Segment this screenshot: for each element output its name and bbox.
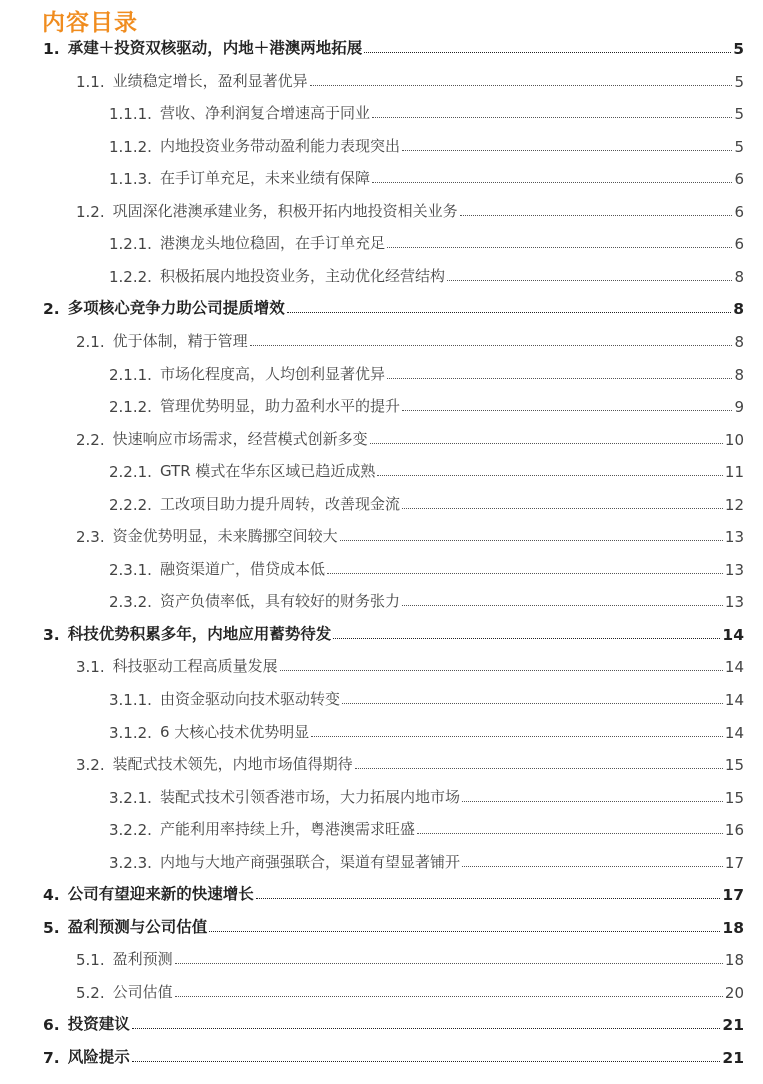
toc-entry-title: 内地投资业务带动盈利能力表现突出 [159, 137, 400, 155]
toc-entry-title: 科技驱动工程高质量发展 [112, 657, 278, 675]
toc-entry-title: 盈利预测与公司估值 [67, 918, 208, 936]
toc-entry-2-1-1[interactable] [109, 360, 744, 384]
dot-leader [327, 573, 723, 574]
toc-entry-3[interactable] [43, 620, 744, 644]
toc-entry-5-2[interactable] [76, 978, 744, 1002]
toc-entry-number: 3.2.2. [109, 821, 152, 839]
toc-entry-2-2-2[interactable] [109, 490, 744, 514]
toc-entry-page-number: 6 [734, 203, 744, 221]
dot-leader [175, 996, 723, 997]
dot-leader [402, 508, 723, 509]
toc-entry-2-2[interactable] [76, 425, 744, 449]
toc-entry-1-1-1[interactable] [109, 99, 744, 123]
toc-entry-title: 风险提示 [67, 1048, 130, 1066]
toc-entry-page-number: 5 [733, 40, 744, 58]
toc-entry-page-number: 20 [724, 984, 744, 1002]
toc-entry-page-number: 18 [724, 951, 744, 969]
toc-entry-number: 6. [43, 1016, 60, 1034]
toc-entry-number: 2.3. [76, 528, 105, 546]
toc-entry-2-1-2[interactable] [109, 392, 744, 416]
toc-entry-number: 1. [43, 40, 60, 58]
toc-entry-1-1-2[interactable] [109, 132, 744, 156]
toc-entry-number: 5. [43, 919, 60, 937]
toc-entry-1-1[interactable] [76, 67, 744, 91]
toc-entry-title: 投资建议 [67, 1015, 130, 1033]
toc-entry-2-3[interactable] [76, 522, 744, 546]
dot-leader [310, 85, 733, 86]
toc-entry-title: 积极拓展内地投资业务，主动优化经营结构 [159, 267, 445, 285]
toc-entry-number: 2.1.1. [109, 366, 152, 384]
toc-entry-number: 7. [43, 1049, 60, 1067]
toc-entry-page-number: 8 [734, 366, 744, 384]
toc-entry-page-number: 8 [733, 300, 744, 318]
toc-entry-title: 装配式技术引领香港市场，大力拓展内地市场 [159, 788, 460, 806]
toc-entry-page-number: 13 [724, 528, 744, 546]
toc-entry-title: 内地与大地产商强强联合，渠道有望显著铺开 [159, 853, 460, 871]
toc-entry-number: 1.1.2. [109, 138, 152, 156]
toc-entry-title: 公司估值 [112, 983, 173, 1001]
toc-entry-number: 5.2. [76, 984, 105, 1002]
dot-leader [402, 150, 733, 151]
dot-leader [340, 540, 723, 541]
toc-entry-title: 资金优势明显，未来腾挪空间较大 [112, 527, 338, 545]
toc-entry-title: 多项核心竞争力助公司提质增效 [67, 299, 285, 317]
dot-leader [402, 410, 733, 411]
dot-leader [132, 1061, 721, 1062]
toc-entry-page-number: 17 [722, 886, 744, 904]
toc-entry-number: 1.2.1. [109, 235, 152, 253]
dot-leader [462, 801, 723, 802]
toc-entry-page-number: 11 [724, 463, 744, 481]
toc-entry-page-number: 18 [722, 919, 744, 937]
toc-entry-page-number: 10 [724, 431, 744, 449]
toc-entry-title: 优于体制，精于管理 [112, 332, 248, 350]
toc-entry-title: 快速响应市场需求，经营模式创新多变 [112, 430, 368, 448]
toc-entry-3-1[interactable] [76, 652, 744, 676]
toc-entry-6[interactable] [43, 1010, 744, 1034]
toc-entry-5[interactable] [43, 913, 744, 937]
toc-entry-number: 1.1. [76, 73, 105, 91]
toc-entry-number: 2.1.2. [109, 398, 152, 416]
toc-entry-page-number: 12 [724, 496, 744, 514]
dot-leader [372, 117, 733, 118]
toc-entry-number: 2. [43, 300, 60, 318]
toc-entry-page-number: 21 [722, 1016, 744, 1034]
toc-entry-number: 3.1.1. [109, 691, 152, 709]
toc-entry-page-number: 14 [724, 691, 744, 709]
toc-entry-5-1[interactable] [76, 945, 744, 969]
toc-entry-title: 融资渠道广，借贷成本低 [159, 560, 325, 578]
dot-leader [364, 52, 731, 53]
toc-entry-number: 2.3.2. [109, 593, 152, 611]
dot-leader [417, 833, 723, 834]
toc-entry-number: 3.1.2. [109, 724, 152, 742]
toc-entry-page-number: 8 [734, 333, 744, 351]
toc-entry-2-1[interactable] [76, 327, 744, 351]
dot-leader [460, 215, 733, 216]
toc-entry-page-number: 5 [734, 138, 744, 156]
toc-entry-3-1-2[interactable] [109, 718, 744, 742]
toc-entry-7[interactable] [43, 1043, 744, 1067]
toc-entry-title: 管理优势明显，助力盈利水平的提升 [159, 397, 400, 415]
toc-entry-number: 3.1. [76, 658, 105, 676]
toc-entry-title: 产能利用率持续上升，粤港澳需求旺盛 [159, 820, 415, 838]
toc-entry-number: 1.1.3. [109, 170, 152, 188]
toc-entry-3-2-1[interactable] [109, 783, 744, 807]
toc-entry-number: 2.2.1. [109, 463, 152, 481]
toc-entry-page-number: 13 [724, 593, 744, 611]
toc-entry-title: 在手订单充足，未来业绩有保障 [159, 169, 370, 187]
dot-leader [387, 378, 733, 379]
toc-entry-page-number: 15 [724, 756, 744, 774]
dot-leader [370, 443, 723, 444]
toc-entry-page-number: 21 [722, 1049, 744, 1067]
toc-entry-1-1-3[interactable] [109, 164, 744, 188]
toc-entry-number: 2.2.2. [109, 496, 152, 514]
toc-entry-number: 1.1.1. [109, 105, 152, 123]
toc-entry-title: 装配式技术领先，内地市场值得期待 [112, 755, 353, 773]
dot-leader [287, 312, 732, 313]
toc-entry-number: 3.2.1. [109, 789, 152, 807]
toc-entry-page-number: 16 [724, 821, 744, 839]
toc-entry-page-number: 13 [724, 561, 744, 579]
toc-entry-page-number: 5 [734, 105, 744, 123]
toc-entry-number: 3. [43, 626, 60, 644]
toc-entry-title: 港澳龙头地位稳固，在手订单充足 [159, 234, 385, 252]
dot-leader [209, 931, 720, 932]
toc-entry-page-number: 14 [724, 658, 744, 676]
toc-entry-1-2-2[interactable] [109, 262, 744, 286]
dot-leader [250, 345, 733, 346]
toc-entry-number: 3.2.3. [109, 854, 152, 872]
toc-entry-title: 由资金驱动向技术驱动转变 [159, 690, 340, 708]
toc-entry-2-3-1[interactable] [109, 555, 744, 579]
dot-leader [447, 280, 733, 281]
toc-entry-title: 盈利预测 [112, 950, 173, 968]
toc-entry-page-number: 6 [734, 235, 744, 253]
toc-entry-2[interactable] [43, 294, 744, 318]
toc-entry-title: 业绩稳定增长，盈利显著优异 [112, 72, 308, 90]
dot-leader [462, 866, 723, 867]
toc-entry-number: 2.1. [76, 333, 105, 351]
toc-entry-page-number: 6 [734, 170, 744, 188]
toc-entry-title: 公司有望迎来新的快速增长 [67, 885, 254, 903]
toc-entry-page-number: 17 [724, 854, 744, 872]
toc-entry-2-2-1[interactable] [109, 457, 744, 481]
toc-entry-title: 工改项目助力提升周转，改善现金流 [159, 495, 400, 513]
toc-entry-number: 1.2.2. [109, 268, 152, 286]
dot-leader [355, 768, 723, 769]
toc-entry-number: 5.1. [76, 951, 105, 969]
toc-entry-3-2[interactable] [76, 750, 744, 774]
toc-entry-page-number: 8 [734, 268, 744, 286]
toc-entry-title: 科技优势积累多年，内地应用蓄势待发 [67, 625, 332, 643]
dot-leader [387, 247, 733, 248]
toc-entry-title: 营收、净利润复合增速高于同业 [159, 104, 370, 122]
toc-entry-page-number: 15 [724, 789, 744, 807]
dot-leader [280, 670, 723, 671]
toc-entry-3-2-3[interactable] [109, 848, 744, 872]
dot-leader [256, 898, 721, 899]
toc-entry-number: 3.2. [76, 756, 105, 774]
toc-entry-4[interactable] [43, 880, 744, 904]
toc-entry-title: 承建＋投资双核驱动，内地＋港澳两地拓展 [67, 39, 363, 57]
toc-entry-number: 2.3.1. [109, 561, 152, 579]
toc-entry-page-number: 5 [734, 73, 744, 91]
toc-entry-2-3-2[interactable] [109, 587, 744, 611]
dot-leader [175, 963, 723, 964]
toc-entry-1-2-1[interactable] [109, 229, 744, 253]
toc-title: 内容目录 [42, 10, 138, 36]
toc-entry-number: 2.2. [76, 431, 105, 449]
dot-leader [132, 1028, 721, 1029]
toc-entry-3-2-2[interactable] [109, 815, 744, 839]
toc-entry-number: 4. [43, 886, 60, 904]
toc-entry-title: GTR 模式在华东区域已趋近成熟 [159, 462, 376, 480]
dot-leader [342, 703, 723, 704]
dot-leader [372, 182, 733, 183]
dot-leader [402, 605, 723, 606]
toc-entry-page-number: 14 [724, 724, 744, 742]
toc-entry-1[interactable] [43, 34, 744, 58]
toc-entry-1-2[interactable] [76, 197, 744, 221]
toc-entry-title: 巩固深化港澳承建业务，积极开拓内地投资相关业务 [112, 202, 458, 220]
toc-entry-title: 市场化程度高，人均创利显著优异 [159, 365, 385, 383]
dot-leader [311, 736, 723, 737]
toc-entry-title: 资产负债率低，具有较好的财务张力 [159, 592, 400, 610]
toc-entry-page-number: 9 [734, 398, 744, 416]
toc-entry-page-number: 14 [722, 626, 744, 644]
toc-entry-number: 1.2. [76, 203, 105, 221]
dot-leader [377, 475, 723, 476]
dot-leader [333, 638, 720, 639]
toc-entry-title: 6 大核心技术优势明显 [159, 723, 310, 741]
toc-entry-3-1-1[interactable] [109, 685, 744, 709]
